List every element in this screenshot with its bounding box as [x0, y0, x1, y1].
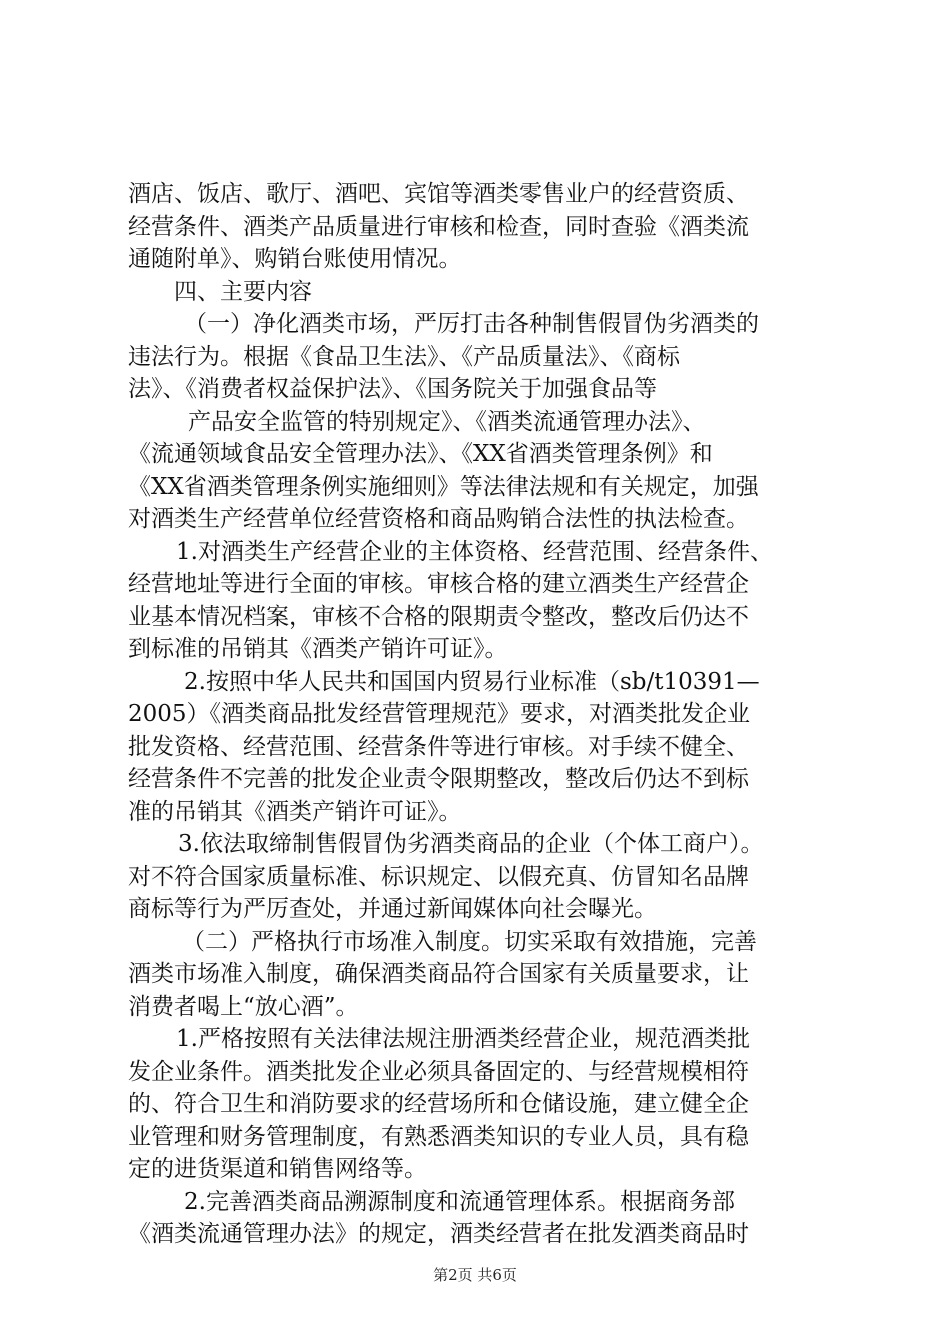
- text-line: 1.严格按照有关法律法规注册酒类经营企业，规范酒类批: [176, 1026, 750, 1052]
- text-line: 批发资格、经营范围、经营条件等进行审核。对手续不健全、: [128, 733, 749, 760]
- text-line: 《酒类流通管理办法》的规定，酒类经营者在批发酒类商品时: [128, 1221, 749, 1247]
- text-line: 商标等行为严厉查处，并通过新闻媒体向社会曝光。: [128, 896, 657, 922]
- text-line: 3.依法取缔制售假冒伪劣酒类商品的企业（个体工商户）。: [178, 831, 764, 857]
- text-line: 定的进货渠道和销售网络等。: [128, 1156, 427, 1182]
- text-line: 产品安全监管的特别规定》、《酒类流通管理办法》、: [188, 408, 706, 435]
- text-line: 《XX省酒类管理条例实施细则》等法律法规和有关规定，加强: [128, 473, 759, 500]
- text-line: 1.对酒类生产经营企业的主体资格、经营范围、经营条件、: [176, 538, 773, 565]
- text-line: （一）净化酒类市场，严厉打击各种制售假冒伪劣酒类的: [184, 311, 759, 337]
- document-body: [128, 178, 840, 1251]
- text-line: 2005）《酒类商品批发经营管理规范》要求，对酒类批发企业: [128, 701, 751, 727]
- text-line: 《流通领域食品安全管理办法》、《XX省酒类管理条例》和: [128, 441, 713, 467]
- text-line: （二）严格执行市场准入制度。切实采取有效措施，完善: [182, 928, 757, 955]
- text-line: 经营条件不完善的批发企业责令限期整改，整改后仍达不到标: [128, 766, 749, 792]
- text-line: 业基本情况档案，审核不合格的限期责令整改，整改后仍达不: [128, 603, 749, 630]
- text-line: 发企业条件。酒类批发企业必须具备固定的、与经营规模相符: [128, 1058, 749, 1085]
- text-line: 经营条件、酒类产品质量进行审核和检查，同时查验《酒类流: [128, 213, 749, 240]
- text-line: 经营地址等进行全面的审核。审核合格的建立酒类生产经营企: [128, 571, 749, 597]
- text-line: 消费者喝上“放心酒”。: [128, 993, 359, 1020]
- text-line: 到标准的吊销其《酒类产销许可证》。: [128, 636, 508, 662]
- text-line: 准的吊销其《酒类产销许可证》。: [128, 798, 462, 825]
- text-line: 2.完善酒类商品溯源制度和流通管理体系。根据商务部: [184, 1188, 735, 1215]
- page-footer: 第2页 共6页: [433, 1266, 517, 1284]
- text-line: 的、符合卫生和消防要求的经营场所和仓储设施，建立健全企: [128, 1091, 749, 1117]
- text-line: 四、主要内容: [174, 278, 312, 305]
- text-line: 2.按照中华人民共和国国内贸易行业标准（sb/t10391—: [184, 668, 760, 695]
- text-line: 业管理和财务管理制度，有熟悉酒类知识的专业人员，具有稳: [128, 1123, 749, 1150]
- text-line: 法》、《消费者权益保护法》、《国务院关于加强食品等: [128, 376, 657, 402]
- text-line: 对酒类生产经营单位经营资格和商品购销合法性的执法检查。: [128, 506, 749, 532]
- text-line: 违法行为。根据《食品卫生法》、《产品质量法》、《商标: [128, 343, 680, 370]
- text-line: 通随附单》、购销台账使用情况。: [128, 246, 462, 272]
- text-line: 酒类市场准入制度，确保酒类商品符合国家有关质量要求，让: [128, 961, 749, 987]
- text-line: 对不符合国家质量标准、标识规定、以假充真、仿冒知名品牌: [128, 863, 749, 890]
- text-line: 酒店、饭店、歌厅、酒吧、宾馆等酒类零售业户的经营资质、: [128, 181, 749, 207]
